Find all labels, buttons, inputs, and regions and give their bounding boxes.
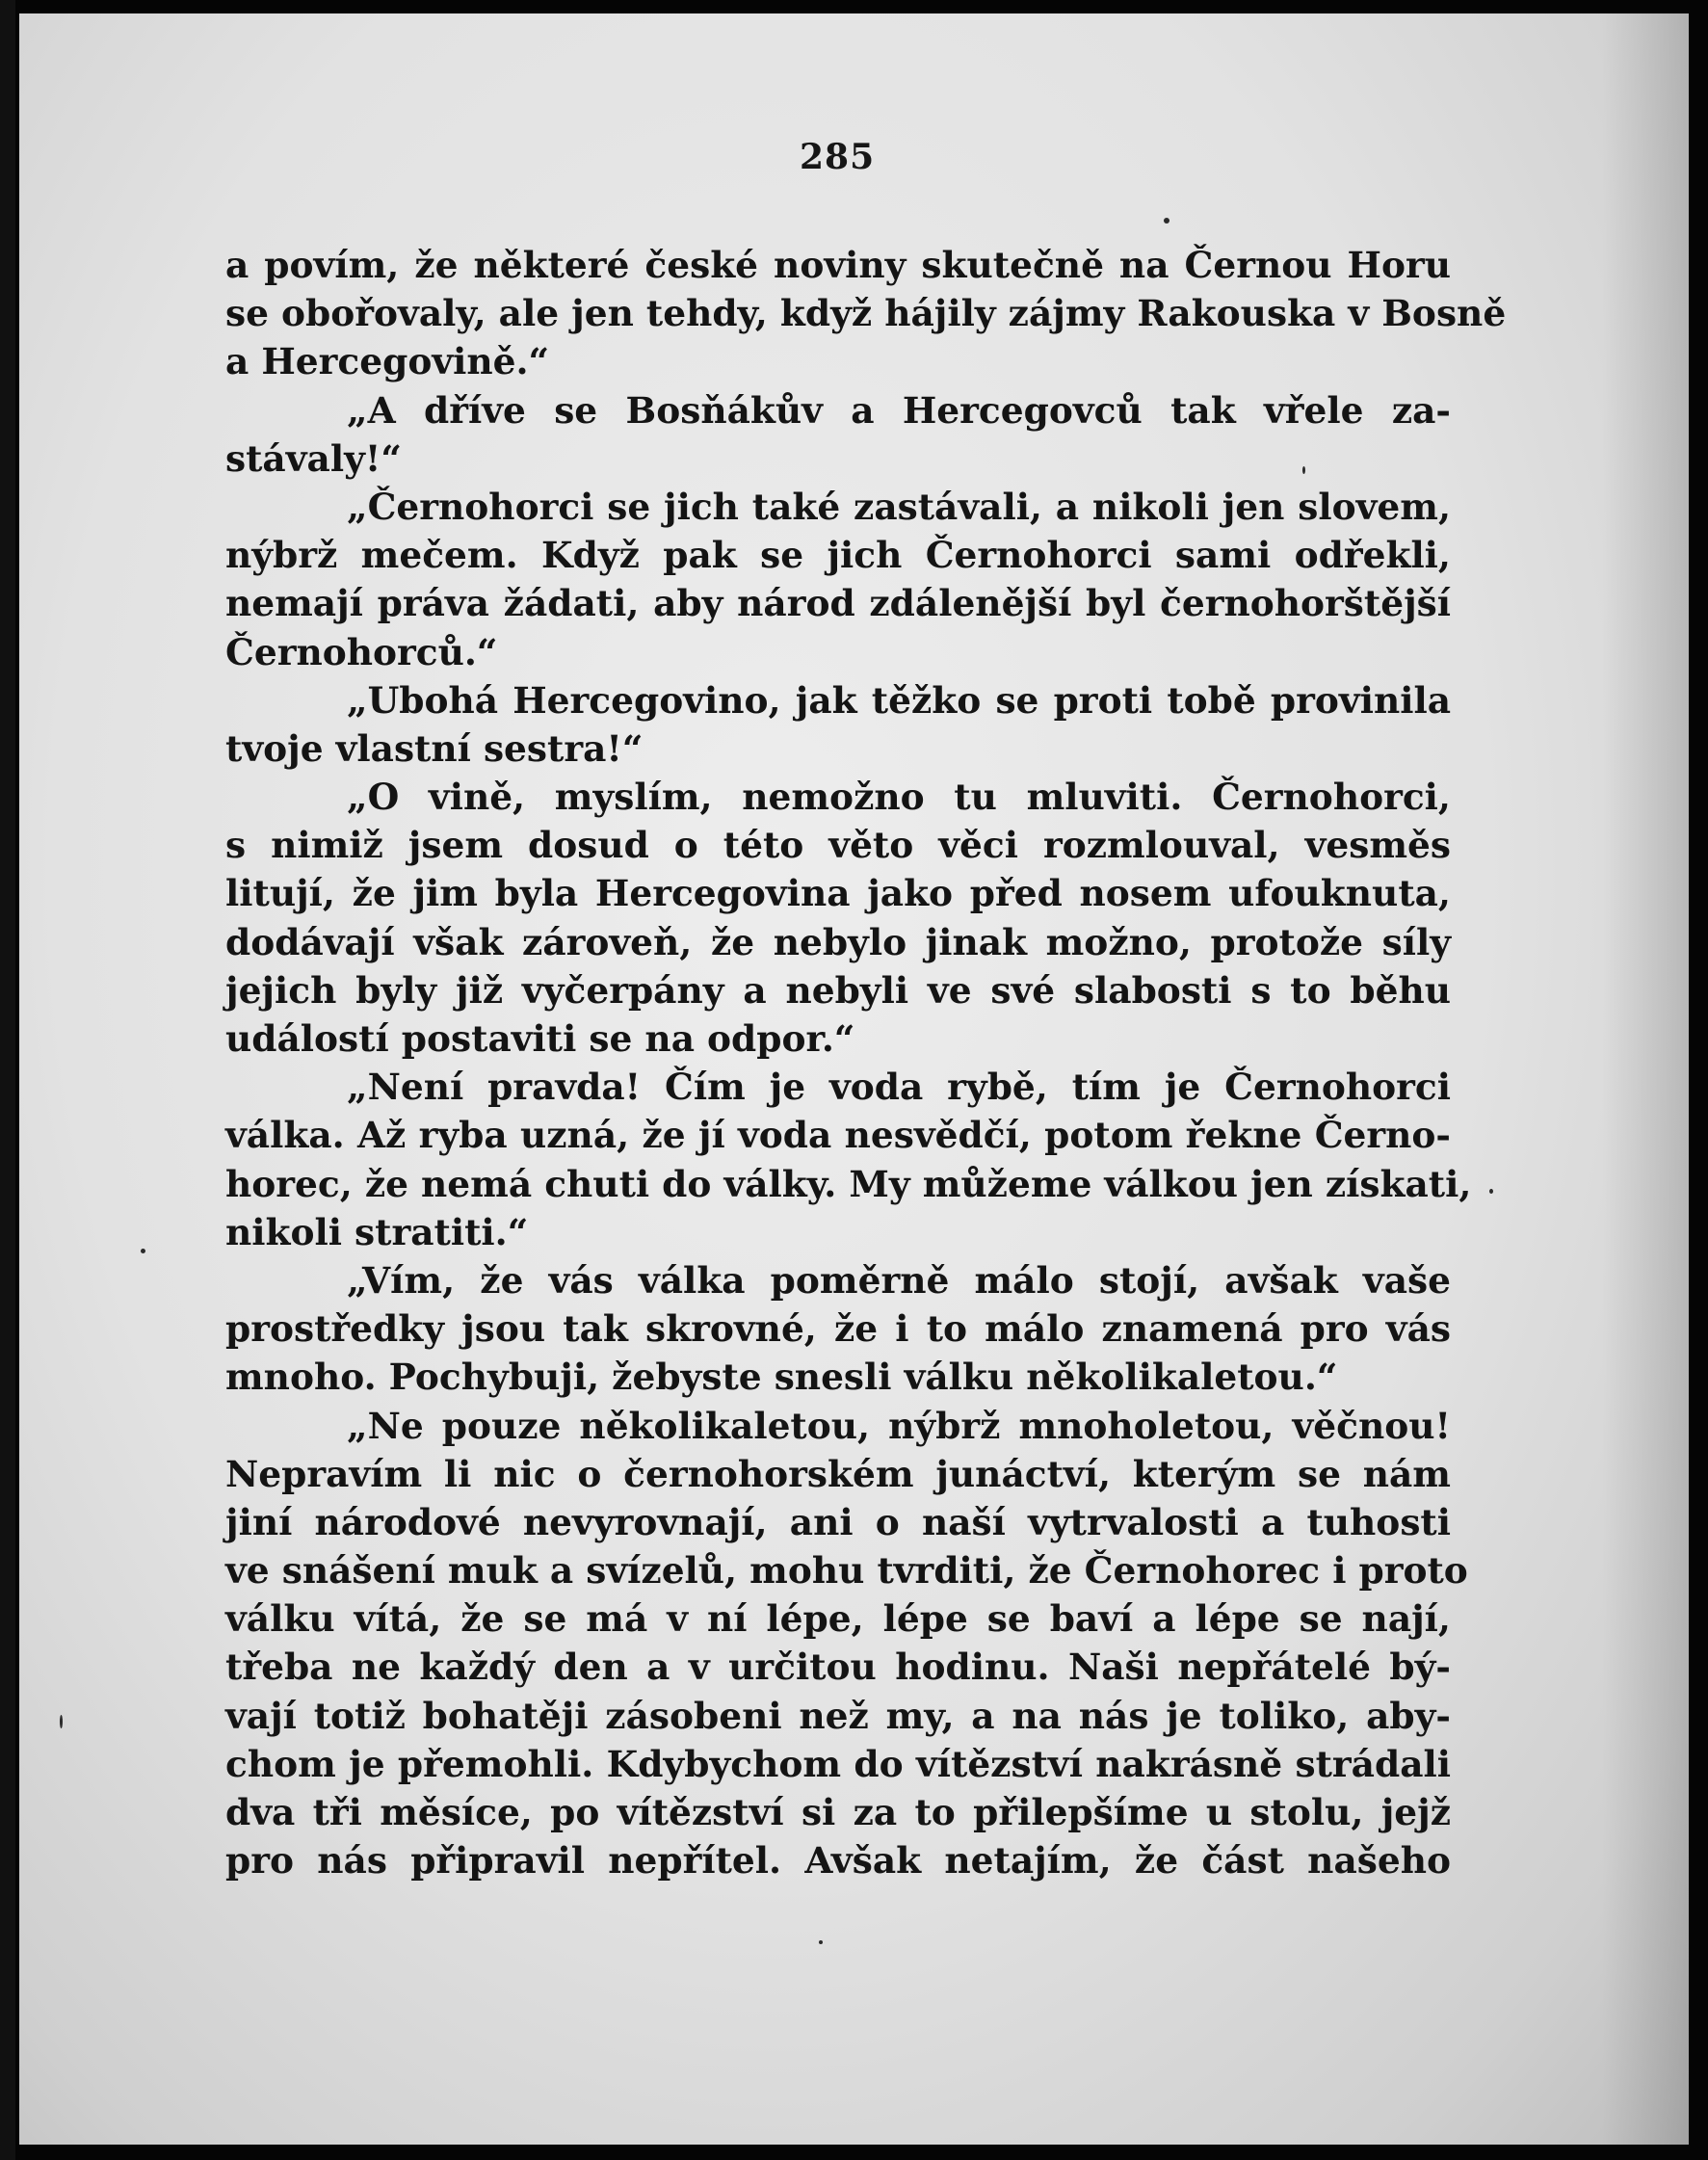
text-line: událostí postaviti se na odpor.“ [225, 1017, 855, 1060]
paper-speck [1164, 218, 1169, 224]
text-line: „A dříve se Bosňákův a Hercegovců tak vřele za- [347, 388, 1451, 432]
text-line: dodávají však zároveň, že nebylo jinak možno, protože síly [225, 920, 1451, 963]
paper-speck [819, 1940, 823, 1944]
text-line: „Ubohá Hercegovino, jak těžko se proti tobě provinila [347, 678, 1451, 722]
text-line: litují, že jim byla Hercegovina jako před nosem ufouknuta, [225, 872, 1451, 915]
text-line: chom je přemohli. Kdybychom do vítězství nakrásně strádali [225, 1742, 1451, 1785]
text-line: „Černohorci se jich také zastávali, a nikoli jen slovem, [347, 485, 1451, 528]
text-line: nemají práva žádati, aby národ zdálenější byl černohorštější [225, 582, 1451, 625]
text-line: nikoli stratiti.“ [225, 1210, 529, 1253]
text-line: se obořovaly, ale jen tehdy, když hájily zájmy Rakouska v Bosně [225, 292, 1507, 335]
text-line: stávaly!“ [225, 436, 402, 480]
text-line: třeba ne každý den a v určitou hodinu. Naši nepřátelé bý- [225, 1646, 1451, 1689]
text-line: a povím, že některé české noviny skutečně na Černou Horu [225, 244, 1451, 286]
text-line: dva tři měsíce, po vítězství si za to přilepšíme u stolu, jejž [225, 1791, 1451, 1833]
text-line: pro nás připravil nepřítel. Avšak netajím, že část našeho [225, 1839, 1451, 1883]
text-line: tvoje vlastní sestra!“ [225, 726, 644, 770]
text-line: válka. Až ryba uzná, že jí voda nesvědčí, potom řekne Černo- [225, 1114, 1451, 1157]
text-line: Černohorců.“ [225, 630, 498, 673]
text-line: válku vítá, že se má v ní lépe, lépe se baví a lépe se nají, [225, 1597, 1451, 1641]
body-text [225, 241, 1507, 1884]
text-line: jiní národové nevyrovnají, ani o naší vytrvalosti a tuhosti [225, 1500, 1451, 1543]
text-line: „Ne pouze několikaletou, nýbrž mnoholetou, věčnou! [347, 1404, 1451, 1447]
text-line: „O vině, myslím, nemožno tu mluviti. Černohorci, [347, 776, 1451, 819]
paper-speck [1489, 1189, 1493, 1194]
paper-speck [1302, 466, 1305, 474]
text-line: a Hercegovině.“ [225, 340, 550, 383]
paper-speck [141, 1249, 145, 1253]
text-line: jejich byly již vyčerpány a nebyli ve své slabosti s to běhu [225, 968, 1451, 1012]
text-line: „Vím, že vás válka poměrně málo stojí, avšak vaše [347, 1258, 1451, 1302]
book-page [19, 13, 1689, 2145]
text-line: mnoho. Pochybuji, žebyste snesli válku několikaletou.“ [225, 1356, 1338, 1399]
paper-speck [60, 1715, 63, 1728]
text-line: nýbrž mečem. Když pak se jich Černohorci sami odřekli, [225, 534, 1451, 577]
text-line: prostředky jsou tak skrovné, že i to málo znamená pro vás [225, 1307, 1451, 1351]
page-number: 285 [800, 137, 876, 177]
text-line: Nepravím li nic o černohorském junáctví, kterým se nám [225, 1452, 1451, 1495]
text-line: s nimiž jsem dosud o této věto věci rozmlouval, vesměs [225, 824, 1451, 867]
text-line: „Není pravda! Čím je voda rybě, tím je Černohorci [347, 1066, 1451, 1109]
binding-edge [0, 0, 15, 2160]
text-line: horec, že nemá chuti do války. My můžeme válkou jen získati, [225, 1162, 1472, 1205]
text-line: ve snášení muk a svízelů, mohu tvrditi, že Černohorec i proto [225, 1549, 1468, 1593]
page-shadow [1602, 13, 1689, 2145]
text-line: vají totiž bohatěji zásobeni než my, a na nás je toliko, aby- [225, 1694, 1451, 1737]
